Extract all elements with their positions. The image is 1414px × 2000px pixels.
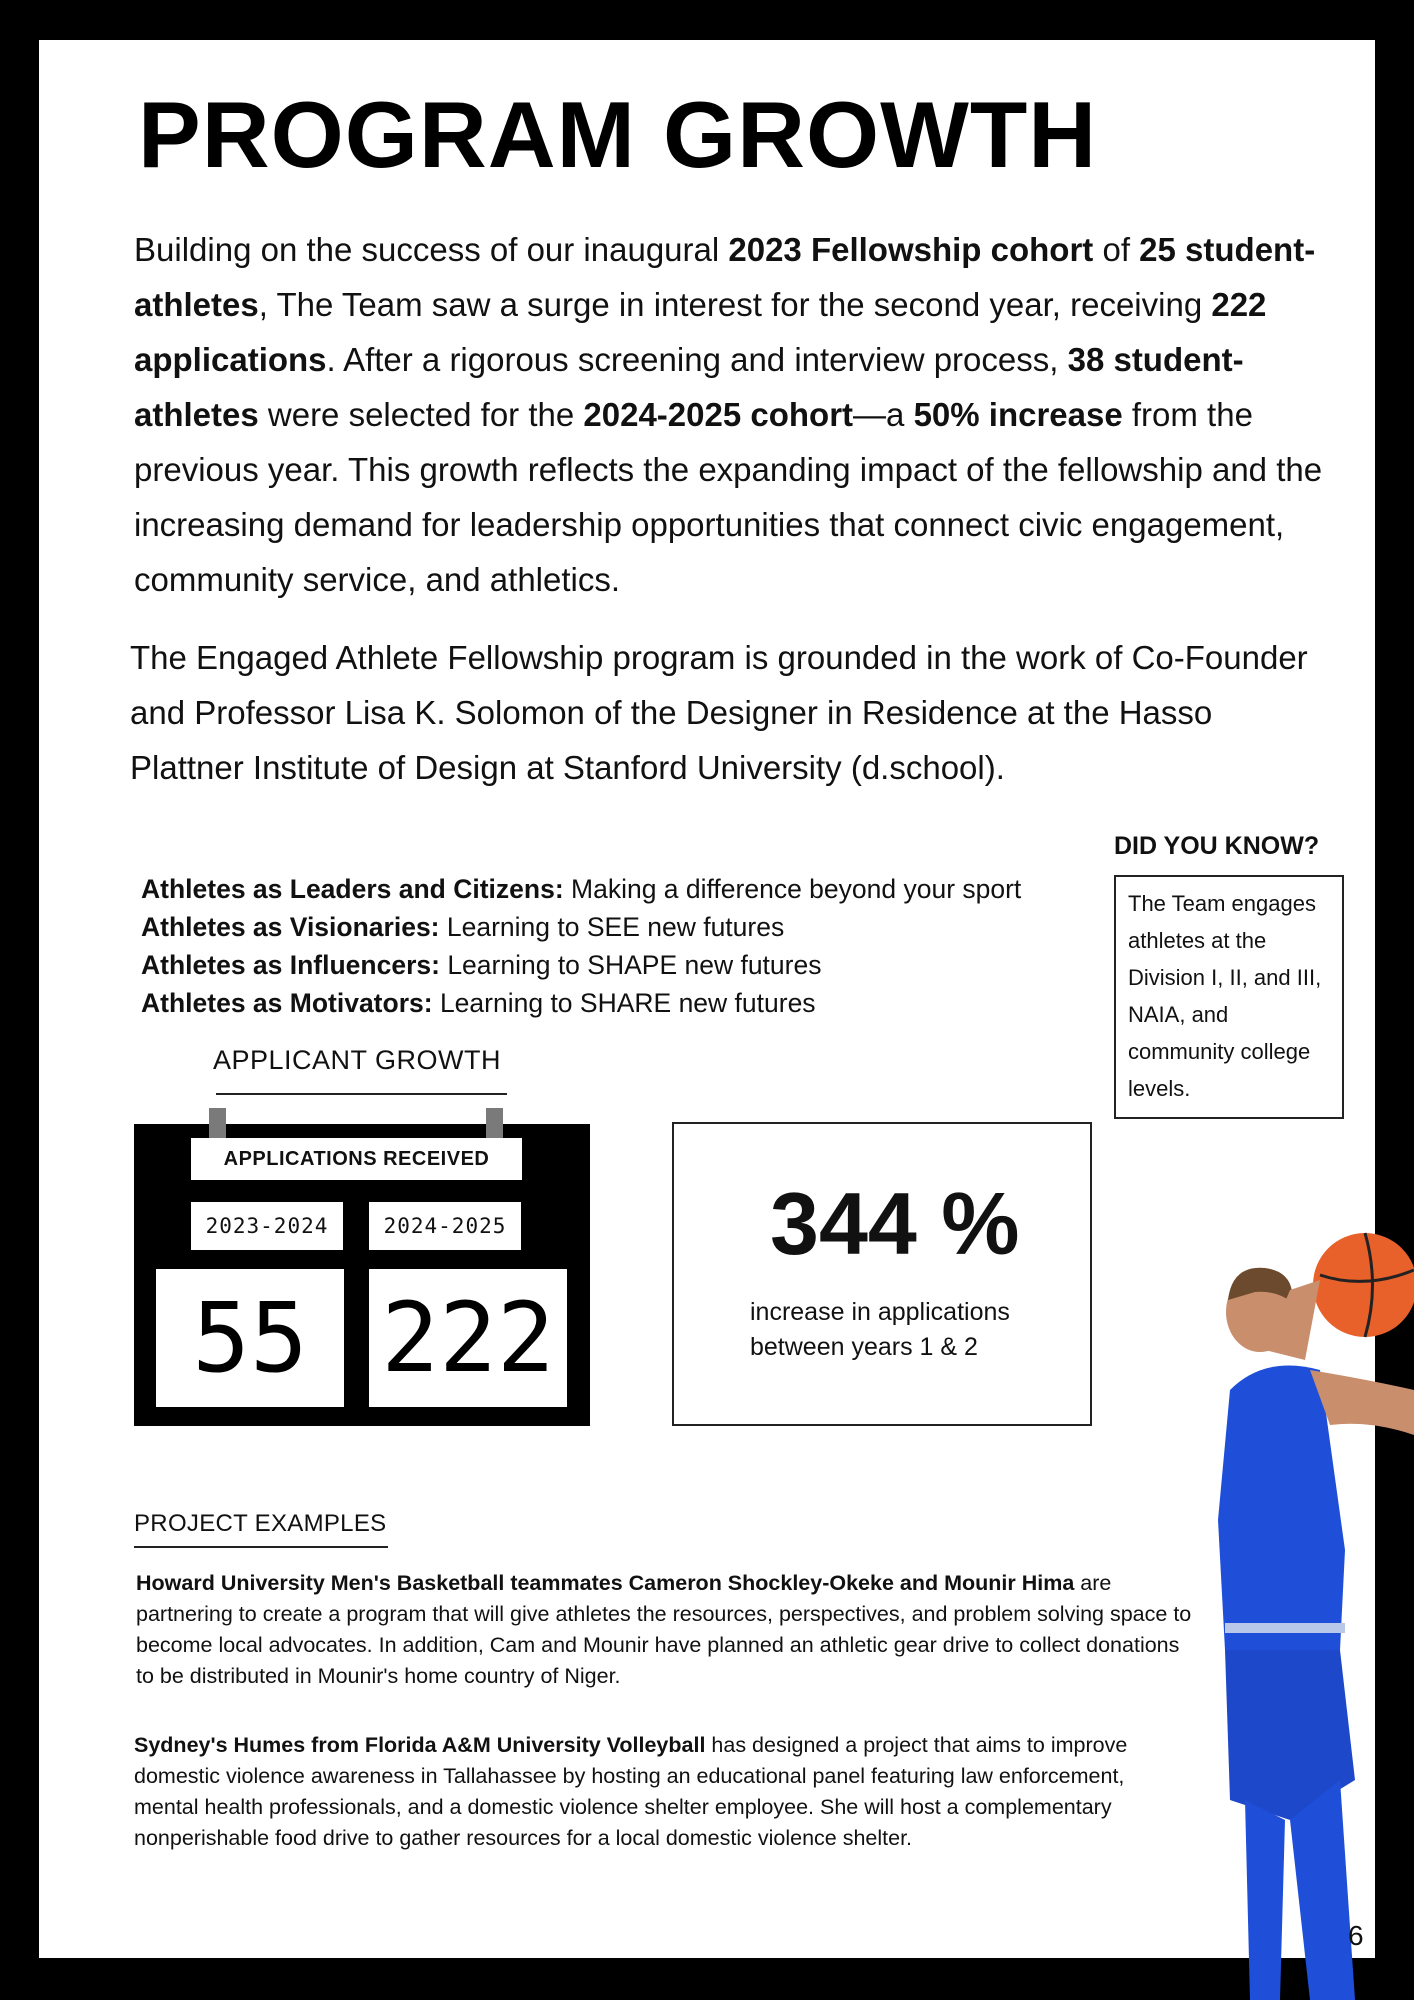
page-title: PROGRAM GROWTH — [138, 82, 1098, 187]
project-example — [136, 1568, 1196, 1692]
year-label: 2023-2024 — [191, 1202, 343, 1250]
count-display: 55 — [156, 1269, 344, 1407]
intro-text: —a — [853, 396, 914, 433]
pillar-label: Athletes as Motivators: — [141, 988, 433, 1018]
pillar-item — [141, 984, 1021, 1022]
intro-text: of — [1093, 231, 1140, 268]
intro-text: . After a rigorous screening and interview process, — [326, 341, 1068, 378]
did-you-know-box: The Team engages athletes at the Division I, II, and III, NAIA, and community college levels. — [1114, 875, 1344, 1119]
applicant-growth-title: APPLICANT GROWTH — [213, 1045, 502, 1075]
project-lead: Sydney's Humes from Florida A&M University Volleyball — [134, 1733, 706, 1757]
intro-bold: 2023 Fellowship cohort — [728, 231, 1094, 268]
pillar-text: Making a difference beyond your sport — [563, 874, 1022, 904]
pillar-item — [141, 946, 1021, 984]
title-underline — [134, 1546, 388, 1548]
intro-bold: 25 student-athletes — [134, 231, 1316, 323]
stat-value: 344 % — [770, 1174, 1020, 1273]
basketball-player-image — [1170, 1220, 1414, 2000]
stat-box — [672, 1122, 1092, 1426]
title-underline — [216, 1093, 507, 1095]
intro-text: from the previous year. This growth reflects the expanding impact of the fellowship and the increasing demand for leadership opportunities that connect civic engagement, community service, and athletics. — [134, 396, 1323, 598]
intro-paragraph — [134, 222, 1334, 607]
project-lead: Howard University Men's Basketball teammates Cameron Shockley-Okeke and Mounir Hima — [136, 1571, 1075, 1595]
intro-text: were selected for the — [258, 396, 584, 433]
basketball-icon — [1313, 1233, 1414, 1337]
pillar-text: Learning to SHAPE new futures — [439, 950, 822, 980]
pillar-text: Learning to SEE new futures — [439, 912, 785, 942]
project-examples-title: PROJECT EXAMPLES — [134, 1510, 387, 1537]
pillar-label: Athletes as Visionaries: — [141, 912, 440, 942]
project-text: has designed a project that aims to improve domestic violence awareness in Tallahassee by hosting an educational panel featuring law enforcement, mental health professionals, and a domestic violence shelter employee. She will host a complementary nonperishable food drive to gather resources for a local domestic violence shelter. — [134, 1733, 1128, 1850]
pillar-label: Athletes as Influencers: — [141, 950, 440, 980]
project-example — [134, 1730, 1194, 1854]
pillar-item — [141, 870, 1021, 908]
intro-bold: 38 student-athletes — [134, 341, 1244, 433]
intro-bold: 222 applications — [134, 286, 1267, 378]
intro-bold: 2024-2025 cohort — [583, 396, 854, 433]
stat-caption — [750, 1295, 1010, 1365]
pillars-list — [141, 870, 1021, 1022]
intro-text: Building on the success of our inaugural — [134, 231, 729, 268]
did-you-know-title: DID YOU KNOW? — [1114, 832, 1320, 860]
intro-bold: 50% increase — [913, 396, 1123, 433]
program-origin-paragraph: The Engaged Athlete Fellowship program is grounded in the work of Co-Founder and Professor Lisa K. Solomon of the Designer in Residence at the Hasso Plattner Institute of Design at Stanford University (d.school). — [130, 639, 1308, 786]
year-label: 2024-2025 — [369, 1202, 521, 1250]
intro-text: , The Team saw a surge in interest for the second year, receiving — [258, 286, 1212, 323]
stat-caption-line: between years 1 & 2 — [750, 1333, 978, 1361]
count-display: 222 — [369, 1269, 567, 1407]
scoreboard-label: APPLICATIONS RECEIVED — [191, 1138, 522, 1180]
project-text: are partnering to create a program that will give athletes the resources, perspectives, and problem solving space to become local advocates. In addition, Cam and Mounir have planned an athletic gear drive to collect donations to be distributed in Mounir's home country of Niger. — [136, 1571, 1192, 1688]
pillar-text: Learning to SHARE new futures — [432, 988, 816, 1018]
stat-caption-line: increase in applications — [750, 1298, 1010, 1326]
pillar-label: Athletes as Leaders and Citizens: — [141, 874, 564, 904]
page-number: 6 — [1348, 1920, 1364, 1951]
pillar-item — [141, 908, 1021, 946]
